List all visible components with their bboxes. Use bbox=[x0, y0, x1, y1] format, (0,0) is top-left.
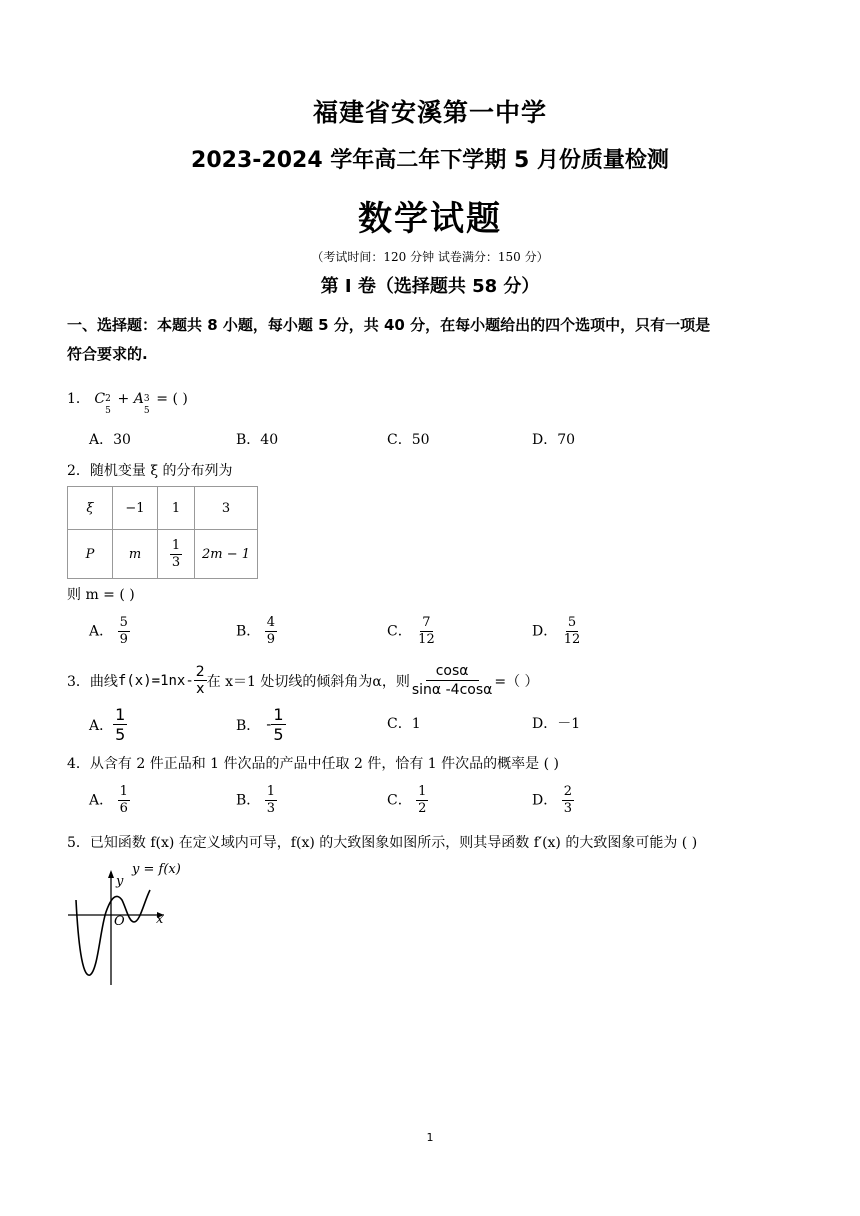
option-label: D． bbox=[532, 716, 558, 732]
fraction-denominator: 12 bbox=[563, 632, 581, 647]
q4-option-d[interactable] bbox=[532, 784, 574, 817]
fraction-numerator: 1 bbox=[266, 784, 276, 799]
option-label: A． bbox=[89, 792, 114, 809]
subject-title: 数学试题 bbox=[358, 199, 502, 239]
q4-option-c[interactable] bbox=[387, 784, 428, 817]
graph-svg bbox=[64, 860, 214, 990]
section-instruction-line1: 一、选择题：本题共 8 小题，每小题 5 分，共 40 分，在每小题给出的四个选项中，只有一项是 bbox=[67, 316, 711, 334]
part-title: 第 I 卷（选择题共 58 分） bbox=[320, 276, 540, 297]
fraction-denominator: x bbox=[196, 681, 205, 697]
fraction-denominator: 12 bbox=[418, 632, 435, 647]
q1-a-sup: 3 bbox=[143, 394, 150, 404]
option-label: B． bbox=[236, 623, 261, 640]
q3-pre: 3．曲线 bbox=[67, 673, 118, 690]
table-cell: 3 bbox=[195, 487, 258, 530]
fraction-numerator: 5 bbox=[567, 615, 577, 630]
q3-func: f(x)=1nx- bbox=[117, 672, 194, 689]
q1-option-d[interactable]: D．70 bbox=[532, 432, 576, 448]
fraction-denominator: 3 bbox=[563, 801, 572, 816]
section-instruction-line2: 符合要求的. bbox=[67, 345, 148, 363]
table-cell: 1 bbox=[158, 487, 195, 530]
question-2-ask: 则 m = ( ) bbox=[67, 587, 135, 603]
q3-mid: 在 x＝1 处切线的倾斜角为α，则 bbox=[206, 673, 410, 690]
table-row bbox=[68, 530, 258, 579]
option-text: 1 bbox=[411, 716, 421, 732]
option-label: C． bbox=[387, 716, 412, 732]
table-cell: ξ bbox=[68, 487, 113, 530]
graph-y-label: y bbox=[116, 874, 124, 889]
question-3 bbox=[67, 662, 539, 699]
option-label: B． bbox=[236, 792, 261, 809]
q3-tail: =（ ） bbox=[494, 673, 539, 690]
fraction-numerator: 2 bbox=[195, 664, 205, 680]
fraction-denominator: sinα -4cosα bbox=[411, 682, 493, 698]
fraction-numerator: 1 bbox=[115, 705, 126, 724]
curve-fx bbox=[76, 890, 150, 975]
fraction-denominator: 9 bbox=[119, 632, 128, 647]
q2-option-b[interactable] bbox=[236, 615, 277, 648]
q3-option-b[interactable] bbox=[236, 705, 286, 744]
q2-option-a[interactable] bbox=[89, 615, 130, 648]
school-name: 福建省安溪第一中学 bbox=[312, 98, 547, 127]
fraction-numerator: 1 bbox=[273, 705, 284, 724]
q4-option-b[interactable] bbox=[236, 784, 277, 817]
graph-origin-label: O bbox=[114, 914, 125, 929]
q1-c: C bbox=[94, 391, 106, 407]
distribution-table bbox=[67, 486, 258, 579]
fraction-denominator: 6 bbox=[119, 801, 128, 816]
q1-a: + A bbox=[117, 391, 144, 407]
q1-c-sub: 5 bbox=[105, 406, 111, 416]
question-1 bbox=[67, 388, 188, 416]
exam-info: （考试时间：120 分钟 试卷满分：150 分） bbox=[311, 250, 549, 264]
graph-x-label: x bbox=[156, 912, 164, 927]
option-label: A． bbox=[89, 623, 114, 640]
question-2-stem: 2．随机变量 ξ 的分布列为 bbox=[67, 463, 233, 479]
q4-option-a[interactable] bbox=[89, 784, 130, 817]
fraction-denominator: 3 bbox=[266, 801, 276, 816]
q1-option-b[interactable]: B．40 bbox=[236, 432, 279, 448]
function-graph bbox=[64, 860, 214, 990]
fraction-denominator: 9 bbox=[266, 632, 276, 647]
q1-option-c[interactable]: C．50 bbox=[387, 432, 430, 448]
option-label: A． bbox=[89, 717, 114, 734]
q1-a-sub: 5 bbox=[143, 406, 150, 416]
fraction-numerator: 1 bbox=[418, 784, 427, 799]
fraction-numerator: 1 bbox=[171, 537, 181, 553]
option-label: D． bbox=[532, 792, 558, 809]
q1-option-a[interactable]: A．30 bbox=[89, 432, 131, 448]
fraction-numerator: cosα bbox=[426, 662, 479, 681]
exam-title: 2023-2024 学年高二年下学期 5 月份质量检测 bbox=[191, 148, 669, 173]
table-cell: m bbox=[113, 530, 158, 579]
fraction-numerator: 2 bbox=[563, 784, 572, 799]
q3-option-d[interactable] bbox=[532, 713, 580, 733]
table-cell bbox=[158, 530, 195, 579]
option-sign: - bbox=[266, 716, 272, 733]
fraction-denominator: 5 bbox=[273, 725, 284, 744]
q1-c-sup: 2 bbox=[105, 394, 111, 404]
fraction-denominator: 5 bbox=[115, 725, 126, 744]
fraction-numerator: 4 bbox=[266, 615, 276, 630]
fraction-numerator: 7 bbox=[422, 615, 431, 630]
fraction-numerator: 5 bbox=[119, 615, 128, 630]
option-label: B． bbox=[236, 717, 261, 734]
q2-option-d[interactable] bbox=[532, 615, 582, 648]
question-5-stem: 5．已知函数 f(x) 在定义域内可导，f(x) 的大致图象如图所示，则其导函数 f′(x) 的大致图象可能为 ( ) bbox=[67, 835, 698, 851]
option-label: C． bbox=[387, 792, 412, 809]
q1-tail: = ( ) bbox=[156, 391, 188, 407]
table-cell: −1 bbox=[113, 487, 158, 530]
y-axis-arrow bbox=[108, 870, 114, 878]
fraction-denominator: 2 bbox=[418, 801, 427, 816]
table-cell: P bbox=[68, 530, 113, 579]
graph-function-label: y = f(x) bbox=[132, 862, 181, 877]
option-text: －1 bbox=[557, 716, 581, 732]
table-cell: 2m − 1 bbox=[195, 530, 258, 579]
option-label: C． bbox=[387, 623, 412, 640]
question-4-stem: 4．从含有 2 件正品和 1 件次品的产品中任取 2 件，恰有 1 件次品的概率是 ( ) bbox=[67, 756, 559, 772]
q3-option-a[interactable] bbox=[89, 705, 127, 744]
page-number: 1 bbox=[426, 1131, 434, 1144]
q3-option-c[interactable] bbox=[387, 713, 421, 733]
fraction-numerator: 1 bbox=[119, 784, 128, 799]
q2-option-c[interactable] bbox=[387, 615, 437, 648]
fraction-denominator: 3 bbox=[171, 554, 181, 570]
option-label: D． bbox=[532, 623, 558, 640]
q1-number: 1． bbox=[67, 391, 90, 407]
table-row bbox=[68, 487, 258, 530]
